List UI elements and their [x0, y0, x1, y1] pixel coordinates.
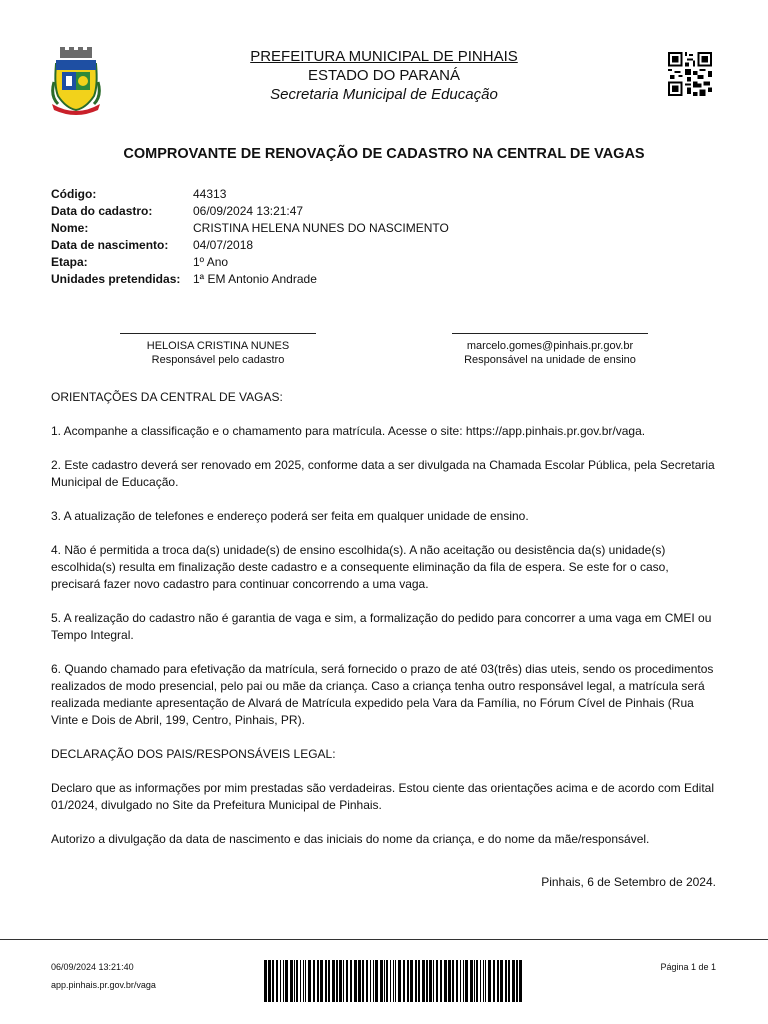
guideline-item-6: 6. Quando chamado para efetivação da matrícula, será fornecido o prazo de até 03(três) dias uteis, sendo os procedimentos realizados de modo presencial, pelo pai ou mãe da criança. Caso a criança tenha outro responsável legal, a matrícula será realizada mediante apresentação de Alvará de Matrícula expedido pela Vara da Família, no Fórum Cível de Pinhais (Rua Vinte e Dois de Abril, 199, Centro, Pinhais, PR). [51, 662, 714, 727]
info-value: 44313 [193, 187, 227, 201]
authorization-text: Autorizo a divulgação da data de nascimento e das iniciais do nome da criança, e do nome da mãe/responsável. [51, 832, 650, 846]
info-label: Código: [51, 187, 97, 201]
date-place: Pinhais, 6 de Setembro de 2024. [541, 875, 716, 889]
barcode [264, 960, 524, 1002]
info-label: Nome: [51, 221, 89, 235]
info-value: 06/09/2024 13:21:47 [193, 204, 304, 218]
info-value: CRISTINA HELENA NUNES DO NASCIMENTO [193, 221, 449, 235]
info-label: Etapa: [51, 255, 88, 269]
info-value: 1º Ano [193, 255, 229, 269]
page-number: Página 1 de 1 [660, 962, 716, 972]
declaration-text: Declaro que as informações por mim prestadas são verdadeiras. Estou ciente das orientações acima e de acordo com Edital 01/2024, divulgado no Site da Prefeitura Municipal de Pinhais. [51, 781, 715, 812]
guideline-item-5: 5. A realização do cadastro não é garantia de vaga e sim, a formalização do pedido para concorrer a uma vaga em CMEI ou Tempo Integral. [51, 611, 712, 642]
info-value: 04/07/2018 [193, 238, 254, 252]
signature-line [452, 333, 648, 334]
info-value: 1ª EM Antonio Andrade [193, 272, 317, 286]
municipality-name: PREFEITURA MUNICIPAL DE PINHAIS [250, 48, 518, 65]
guideline-item-1: 1. Acompanhe a classificação e o chamamento para matrícula. Acesse o site: https://app.pinhais.pr.gov.br/vaga. [51, 424, 646, 438]
signature-line [120, 333, 316, 334]
document-title: COMPROVANTE DE RENOVAÇÃO DE CADASTRO NA CENTRAL DE VAGAS [123, 146, 645, 162]
signature-name: HELOISA CRISTINA NUNES [146, 340, 290, 352]
signature-role: Responsável pelo cadastro [151, 354, 285, 366]
signature-block-guardian [120, 333, 316, 367]
info-label: Data de nascimento: [51, 238, 169, 252]
document-body [51, 389, 721, 865]
department-name: Secretaria Municipal de Educação [270, 86, 498, 103]
info-label: Unidades pretendidas: [51, 272, 181, 286]
signature-block-school [452, 333, 648, 367]
guideline-item-3: 3. A atualização de telefones e endereço poderá ser feita em qualquer unidade de ensino. [51, 509, 529, 523]
guideline-item-2: 2. Este cadastro deverá ser renovado em 2025, conforme data a ser divulgada na Chamada Escolar Pública, pela Secretaria Municipal de Educação. [51, 458, 715, 489]
info-label: Data do cadastro: [51, 204, 153, 218]
signature-name: marcelo.gomes@pinhais.pr.gov.br [466, 340, 634, 352]
signature-role: Responsável na unidade de ensino [464, 354, 636, 366]
footer-url: app.pinhais.pr.gov.br/vaga [51, 980, 156, 990]
guidelines-heading: ORIENTAÇÕES DA CENTRAL DE VAGAS: [51, 390, 283, 404]
declaration-heading: DECLARAÇÃO DOS PAIS/RESPONSÁVEIS LEGAL: [51, 747, 336, 761]
footer-divider [0, 939, 768, 940]
state-name: ESTADO DO PARANÁ [308, 67, 460, 84]
guideline-item-4: 4. Não é permitida a troca da(s) unidade(s) de ensino escolhida(s). A não aceitação ou desistência da(s) unidade(s) escolhida(s) resulta em finalização deste cadastro e a consequente eliminação da fila de espera. Se este for o caso, precisará fazer novo cadastro para continuar concorrendo a uma vaga. [51, 543, 669, 591]
footer-timestamp: 06/09/2024 13:21:40 [51, 962, 134, 972]
